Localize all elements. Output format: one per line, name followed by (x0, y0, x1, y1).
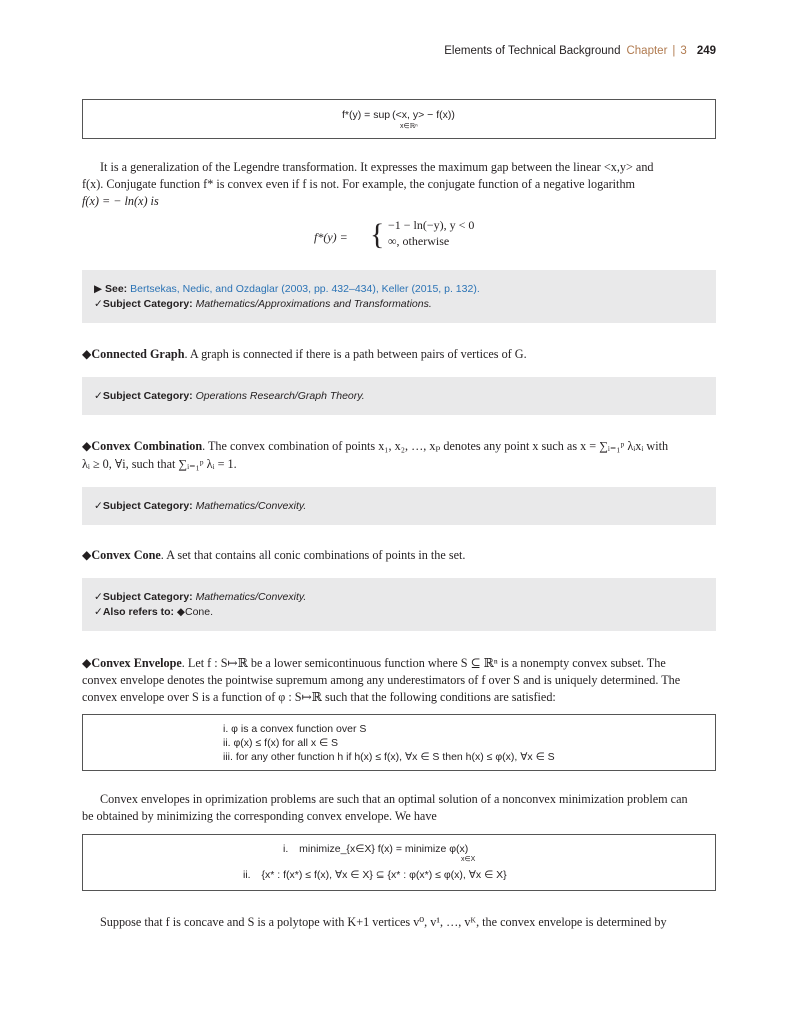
formula-sub: x∈ℝⁿ (400, 123, 418, 130)
minimize-item-1-number: i. (283, 843, 289, 855)
minimize-item-1-sub: x∈X (461, 856, 476, 863)
header-chapter-number: 3 (680, 45, 687, 57)
see-box (82, 270, 716, 323)
see-references-link[interactable]: Bertsekas, Nedic, and Ozdaglar (2003, pp. 432–434), Keller (2015, p. 132). (130, 283, 480, 295)
diamond-icon: ◆ (82, 439, 92, 453)
minimize-item-1-formula: minimize_{x∈X} f(x) = minimize φ(x) (299, 843, 469, 855)
conditions-list (223, 722, 555, 764)
diamond-icon: ◆ (82, 656, 92, 670)
minimize-item-2-number: ii. (243, 869, 251, 881)
minimize-box (82, 834, 716, 891)
see-line (94, 282, 704, 297)
convex-cone-term: Convex Cone (91, 548, 161, 562)
convex-envelope-line-3: convex envelope over S is a function of φ : S↦ℝ such that the following conditions are satisfied: (82, 690, 556, 704)
conjugate-formula-box (82, 99, 716, 139)
subject-value: Mathematics/Approximations and Transformations. (195, 298, 432, 310)
piecewise-case-1: −1 − ln(−y), y < 0 (388, 218, 475, 232)
diamond-icon: ◆ (82, 548, 92, 562)
minimize-item-2 (243, 869, 507, 881)
check-icon: ✓ (94, 500, 103, 512)
legendre-line-1: It is a generalization of the Legendre transformation. It expresses the maximum gap between the linear <x,y> and (100, 160, 654, 174)
connected-graph-entry (82, 346, 716, 363)
graph-subject-box (82, 377, 716, 415)
check-icon: ✓ (94, 390, 103, 402)
also-refers-label: Also refers to: (102, 606, 174, 618)
convex-cone-text: . A set that contains all conic combinations of points in the set. (160, 548, 466, 562)
formula-lhs: f*(y) = sup (342, 109, 391, 121)
minimize-item-1 (283, 843, 476, 863)
piecewise-brace: { (370, 218, 385, 251)
diamond-icon: ◆ (82, 347, 92, 361)
convex-cone-entry (82, 547, 716, 564)
condition-item: iii. for any other function h if h(x) ≤ f(x), ∀x ∈ S then h(x) ≤ φ(x), ∀x ∈ S (223, 751, 555, 763)
convex-cone-subject-box (82, 578, 716, 631)
envelope-paragraph-line-2: be obtained by minimizing the corresponding convex envelope. We have (82, 809, 437, 823)
convex-combination-line-1 (82, 438, 716, 455)
subject-label: Subject Category: (102, 500, 193, 512)
formula-bracket: (<x, y> − f(x)) (392, 109, 455, 121)
connected-graph-term: Connected Graph (91, 347, 185, 361)
also-refers-value: ◆Cone. (176, 606, 214, 618)
check-icon: ✓ (94, 298, 103, 310)
connected-graph-text: . A graph is connected if there is a path between pairs of vertices of G. (184, 347, 527, 361)
subject-label: Subject Category: (102, 591, 193, 603)
convex-envelope-text: . Let f : S↦ℝ be a lower semicontinuous function where S ⊆ ℝⁿ is a nonempty convex subset. The (181, 656, 666, 670)
running-header (444, 45, 716, 57)
see-arrow-icon: ▶ (94, 283, 103, 295)
conjugate-formula (342, 109, 455, 130)
piecewise-case-2: ∞, otherwise (388, 234, 450, 248)
subject-line (94, 590, 704, 605)
conditions-box (82, 714, 716, 771)
subject-value: Mathematics/Convexity. (195, 500, 307, 512)
check-icon: ✓ (94, 591, 103, 603)
minimize-item-2-formula: {x* : f(x*) ≤ f(x), ∀x ∈ X} ⊆ {x* : φ(x*) ≤ φ(x), ∀x ∈ X} (261, 869, 507, 881)
convex-envelope-term: Convex Envelope (91, 656, 182, 670)
piecewise-lhs: f*(y) = (314, 230, 348, 244)
subject-label: Subject Category: (102, 390, 193, 402)
subject-value: Operations Research/Graph Theory. (195, 390, 365, 402)
subject-label: Subject Category: (102, 298, 193, 310)
subject-value: Mathematics/Convexity. (195, 591, 307, 603)
convex-envelope-line-2: convex envelope denotes the pointwise supremum among any underestimators of f over S and is uniquely determined. The (82, 673, 681, 687)
condition-item: ii. φ(x) ≤ f(x) for all x ∈ S (223, 737, 339, 749)
envelope-paragraph-line-1: Convex envelopes in oprimization problems are such that an optimal solution of a nonconvex minimization problem can (100, 792, 688, 806)
also-refers-line (94, 605, 704, 620)
convex-combination-term: Convex Combination (91, 439, 203, 453)
header-separator: | (672, 45, 676, 57)
convexity-subject-box (82, 487, 716, 525)
header-title: Elements of Technical Background (444, 45, 621, 57)
page-number: 249 (696, 45, 716, 57)
convex-combination-text: . The convex combination of points x₁, x₂, …, xₚ denotes any point x such as x = ∑ᵢ₌₁ᵖ λᵢxᵢ with (202, 439, 669, 453)
condition-item: i. φ is a convex function over S (223, 723, 367, 735)
convex-combination-line-2: λᵢ ≥ 0, ∀i, such that ∑ᵢ₌₁ᵖ λᵢ = 1. (82, 457, 237, 471)
polytope-paragraph: Suppose that f is concave and S is a polytope with K+1 vertices v⁰, v¹, …, vᴷ, the convex envelope is determined by (100, 915, 667, 929)
subject-line (94, 297, 704, 312)
legendre-line-2: f(x). Conjugate function f* is convex even if f is not. For example, the conjugate function of a negative logarithm (82, 177, 636, 191)
see-label: See: (105, 283, 128, 295)
legendre-line-3: f(x) = − ln(x) is (82, 194, 159, 208)
header-chapter-word: Chapter (626, 45, 668, 57)
check-icon: ✓ (94, 606, 103, 618)
convex-envelope-line-1 (82, 655, 716, 672)
